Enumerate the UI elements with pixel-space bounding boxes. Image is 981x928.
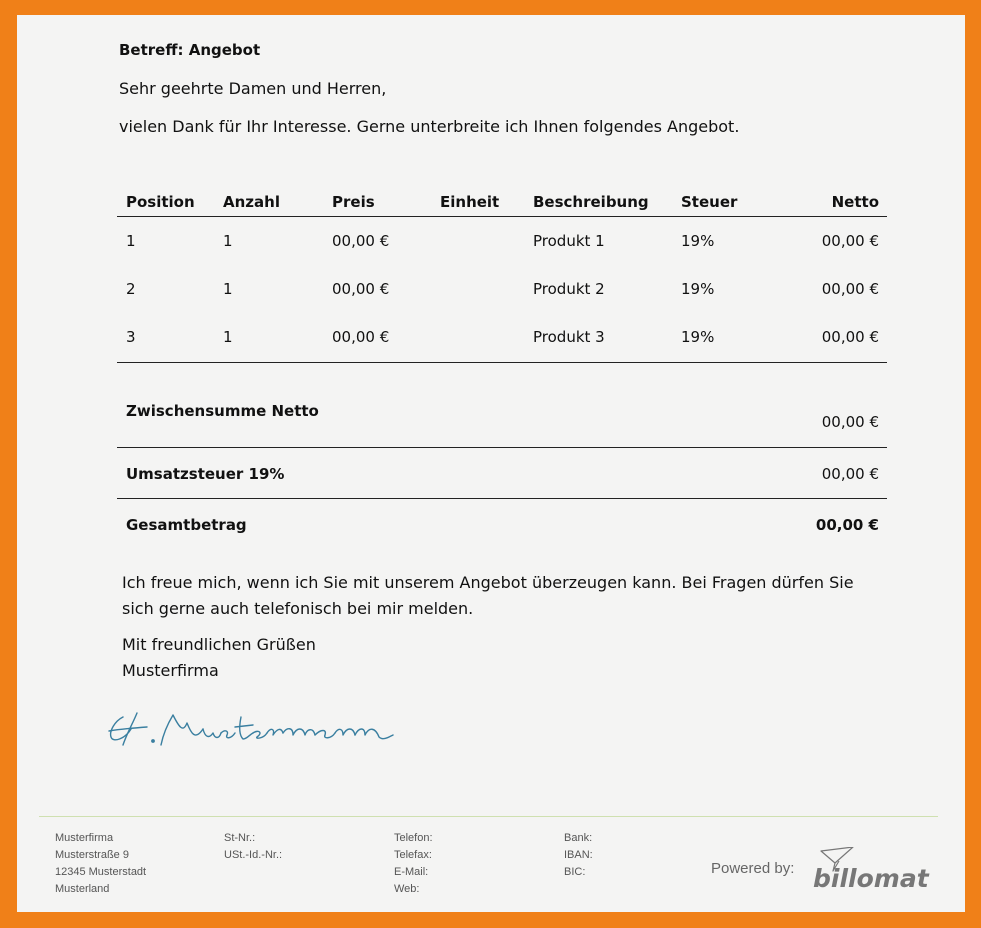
footer-city: 12345 Musterstadt <box>55 866 147 878</box>
footer-company-column <box>55 830 146 898</box>
footer-country: Musterland <box>55 883 110 895</box>
tax-label: Umsatzsteuer 19% <box>126 465 285 483</box>
handwritten-signature <box>103 703 403 757</box>
header-position: Position <box>126 193 195 211</box>
cell-position: 2 <box>126 280 136 298</box>
footer-company: Musterfirma <box>55 832 114 844</box>
cell-position: 1 <box>126 232 136 250</box>
cell-beschreibung: Produkt 1 <box>533 232 605 250</box>
table-row <box>117 217 887 265</box>
salutation: Sehr geehrte Damen und Herren, <box>119 79 387 98</box>
footer-tax-column <box>224 830 282 864</box>
footer-fax: Telefax: <box>394 849 432 861</box>
header-netto: Netto <box>831 193 879 211</box>
total-value: 00,00 € <box>815 516 879 534</box>
company-name: Musterfirma <box>122 661 219 680</box>
cell-netto: 00,00 € <box>821 328 879 346</box>
footer-contact-column <box>394 830 433 898</box>
subject-line: Betreff: Angebot <box>119 41 261 59</box>
cell-anzahl: 1 <box>223 328 233 346</box>
cell-steuer: 19% <box>681 280 715 298</box>
svg-text:billomat: billomat <box>813 864 929 892</box>
cell-preis: 00,00 € <box>332 280 390 298</box>
footer-web: Web: <box>394 883 420 895</box>
footer-phone: Telefon: <box>394 832 433 844</box>
cell-anzahl: 1 <box>223 232 233 250</box>
table-header <box>117 185 887 217</box>
header-beschreibung: Beschreibung <box>533 193 649 211</box>
header-preis: Preis <box>332 193 375 211</box>
footer-iban: IBAN: <box>564 849 593 861</box>
cell-netto: 00,00 € <box>821 280 879 298</box>
header-einheit: Einheit <box>440 193 500 211</box>
table-row <box>117 313 887 361</box>
footer-bic: BIC: <box>564 866 586 878</box>
closing-text: Ich freue mich, wenn ich Sie mit unserem Angebot überzeugen kann. Bei Fragen dürfen Sie sich gerne auch telefonisch bei mir melden. <box>122 573 854 618</box>
cell-netto: 00,00 € <box>821 232 879 250</box>
regards-text: Mit freundlichen Grüßen <box>122 635 316 654</box>
header-steuer: Steuer <box>681 193 738 211</box>
cell-steuer: 19% <box>681 328 715 346</box>
cell-beschreibung: Produkt 2 <box>533 280 605 298</box>
footer-email: E-Mail: <box>394 866 429 878</box>
document-page <box>17 15 965 912</box>
footer-bank: Bank: <box>564 832 593 844</box>
footer-tax-number: St-Nr.: <box>224 832 256 844</box>
cell-preis: 00,00 € <box>332 328 390 346</box>
subtotal-label: Zwischensumme Netto <box>126 402 319 420</box>
footer-bank-column <box>564 830 593 881</box>
cell-steuer: 19% <box>681 232 715 250</box>
footer-divider <box>39 816 938 817</box>
subtotal-row <box>117 361 887 448</box>
cell-preis: 00,00 € <box>332 232 390 250</box>
subtotal-value: 00,00 € <box>821 413 879 431</box>
cell-beschreibung: Produkt 3 <box>533 328 605 346</box>
powered-by-label: Powered by: <box>711 860 795 877</box>
cell-anzahl: 1 <box>223 280 233 298</box>
tax-value: 00,00 € <box>821 465 879 483</box>
footer-vat-id: USt.-Id.-Nr.: <box>224 849 283 861</box>
greeting-block <box>122 632 316 684</box>
total-label: Gesamtbetrag <box>126 516 247 534</box>
table-row <box>117 265 887 313</box>
total-row <box>117 499 887 549</box>
footer-street: Musterstraße 9 <box>55 849 129 861</box>
billomat-logo <box>805 847 940 896</box>
offer-table <box>117 185 887 363</box>
header-anzahl: Anzahl <box>223 193 280 211</box>
intro-text: vielen Dank für Ihr Interesse. Gerne unterbreite ich Ihnen folgendes Angebot. <box>119 117 740 136</box>
tax-row <box>117 448 887 499</box>
cell-position: 3 <box>126 328 136 346</box>
